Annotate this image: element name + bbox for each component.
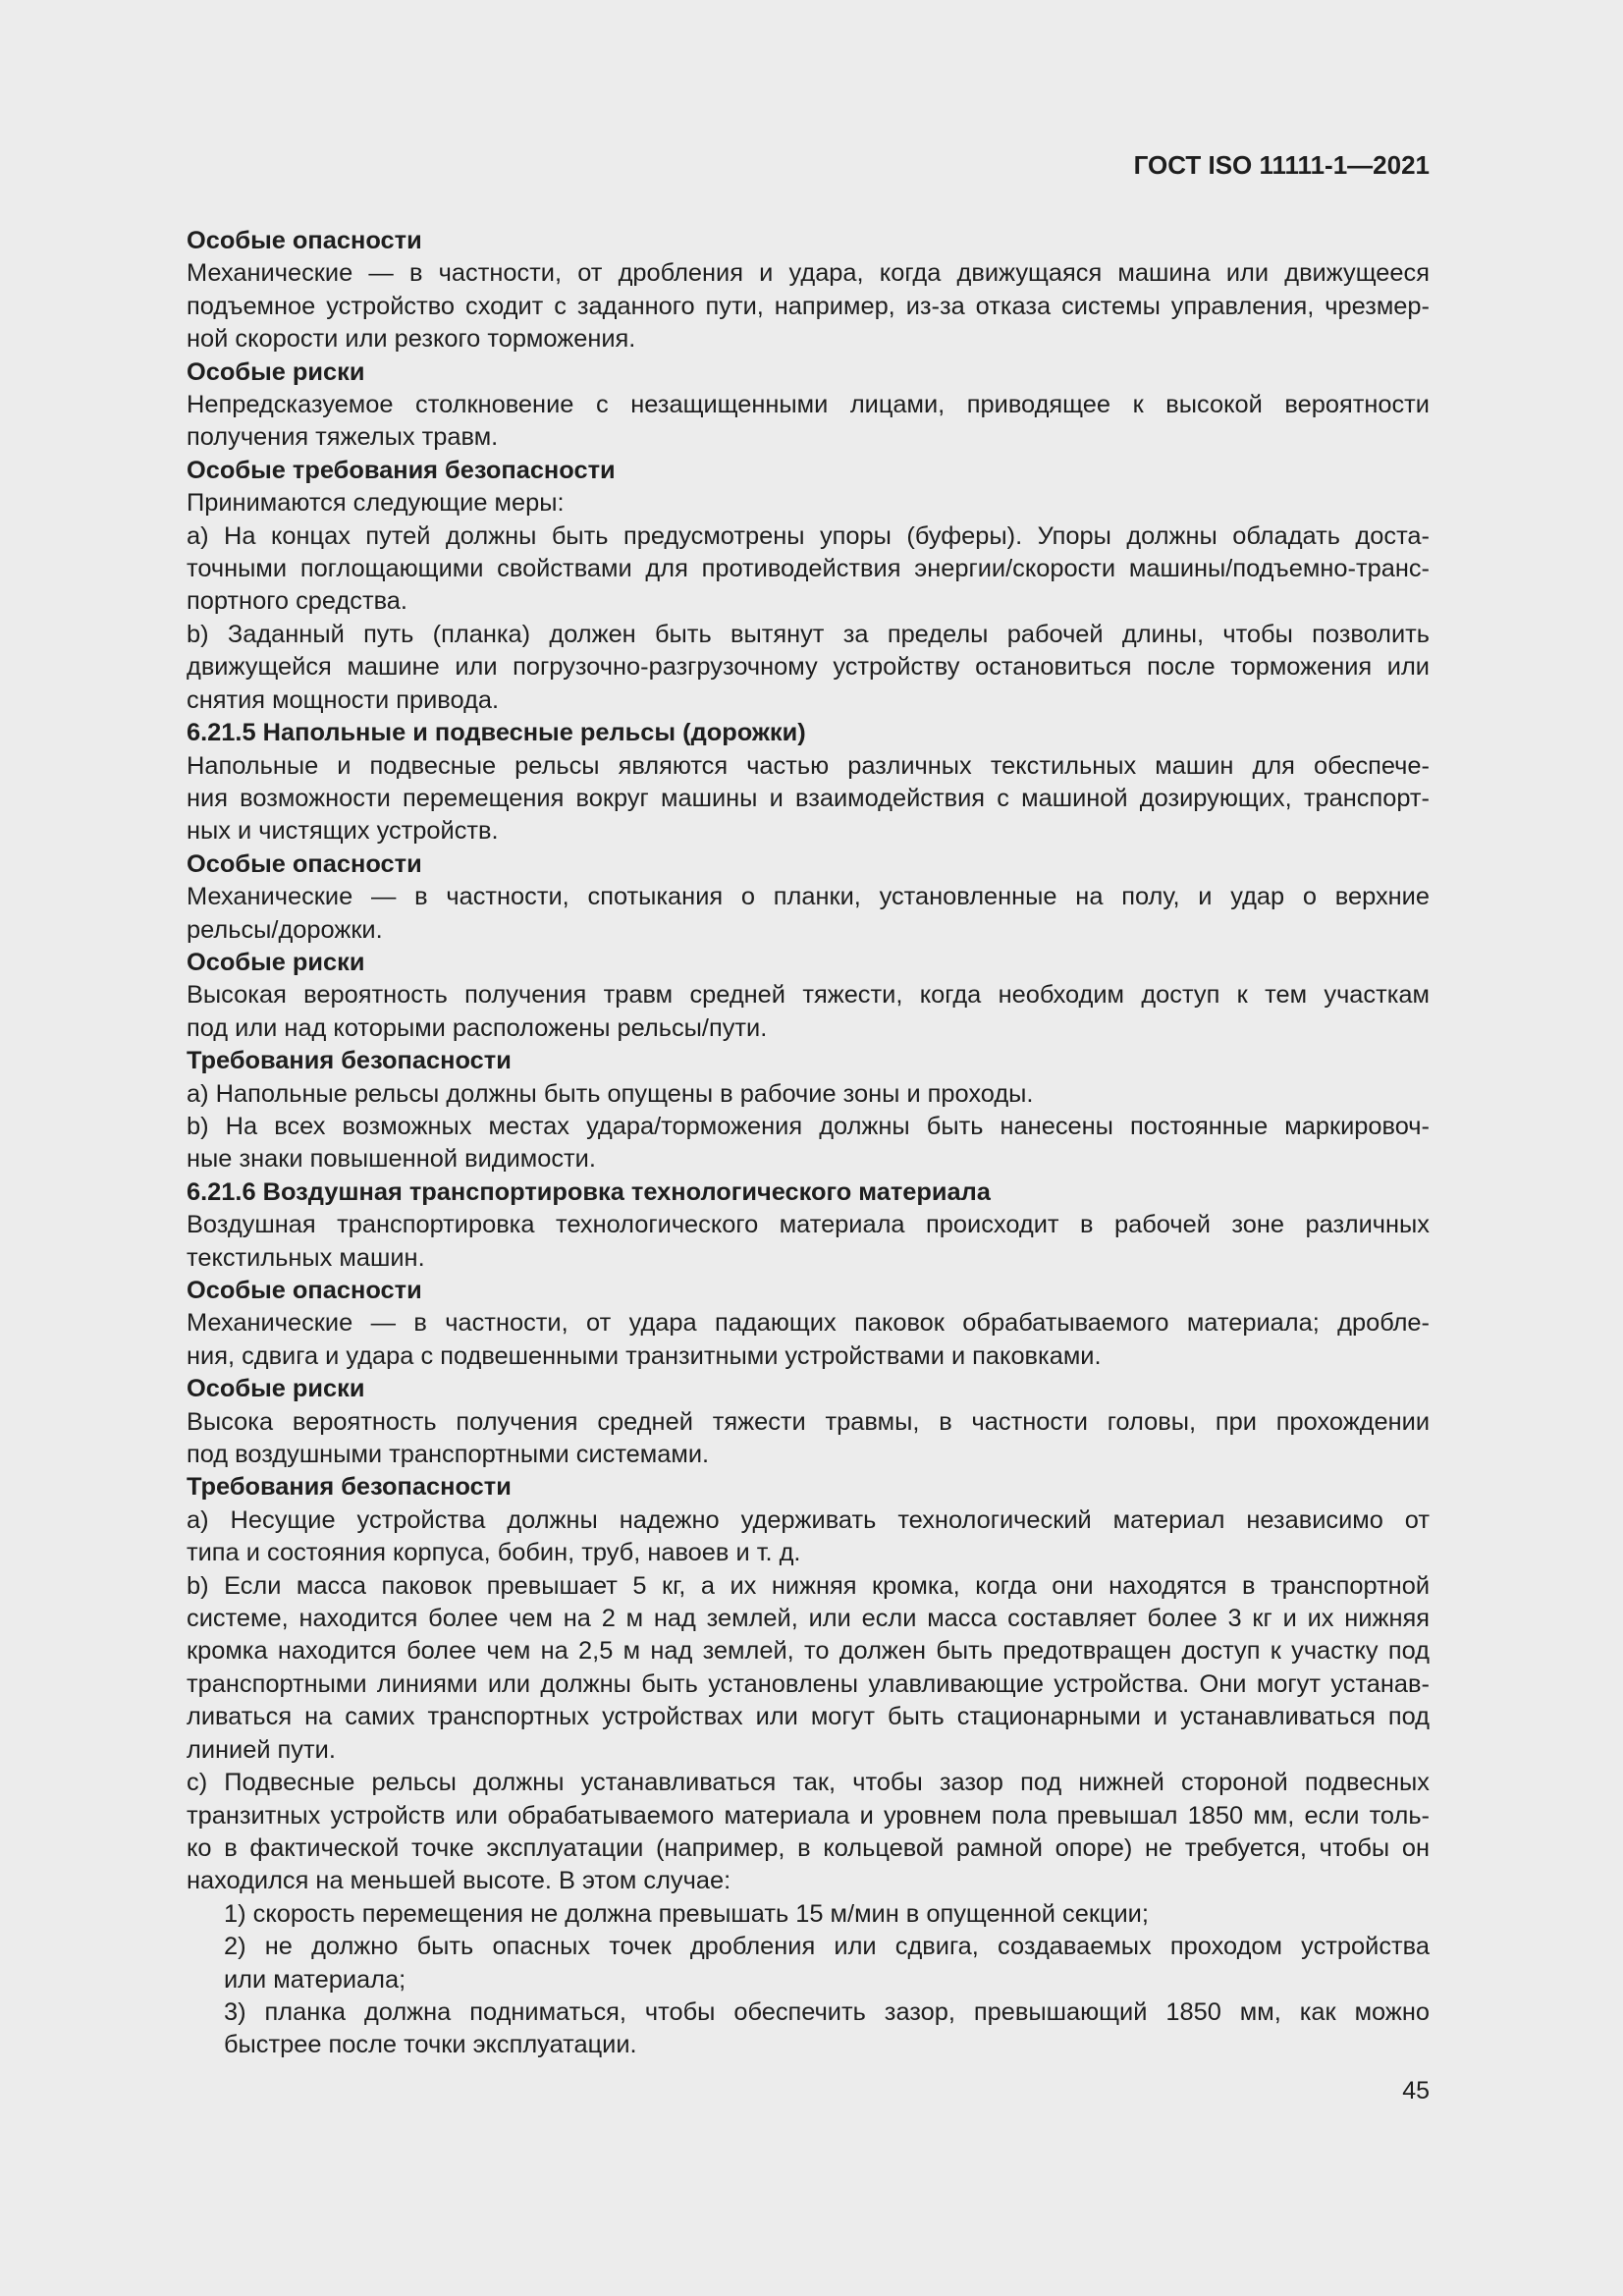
paragraph: Напольные и подвесные рельсы являются частью различных текстильных машин для обеспече- ния возможности перемещения вокруг машины и взаимодействия с машиной дозирующих, транспорт- ных и чистящих устройств. [187, 751, 1430, 846]
section-heading-hazards-3: Особые опасности [187, 1277, 422, 1304]
page-body [116, 225, 1430, 2062]
paragraph: Высока вероятность получения средней тяжести травмы, в частности головы, при прохождении под воздушными транспортными системами. [187, 1407, 1430, 1469]
section-heading-risks-2: Особые риски [187, 948, 365, 976]
paragraph: Принимаются следующие меры: [187, 489, 565, 518]
list-item-a: a) Напольные рельсы должны быть опущены в рабочие зоны и проходы. [187, 1079, 1034, 1108]
page-number: 45 [1402, 2077, 1430, 2105]
section-heading-risks-1: Особые риски [187, 357, 365, 386]
paragraph: Механические — в частности, от удара падающих паковок обрабатываемого материала; дробле- ния, сдвига и удара с подвешенными транзитными устройствами и паковками. [187, 1309, 1430, 1370]
section-heading-hazards-1: Особые опасности [187, 227, 422, 254]
paragraph: Непредсказуемое столкновение с незащищенными лицами, приводящее к высокой вероятности получения тяжелых травм. [187, 391, 1430, 452]
document-header: ГОСТ ISO 11111-1—2021 [1133, 150, 1430, 180]
list-item-b: b) Заданный путь (планка) должен быть вытянут за пределы рабочей длины, чтобы позволить движущейся машине или погрузочно-разгрузочному устройству остановиться после торможения или снятия мощности привода. [187, 620, 1430, 714]
section-heading-risks-3: Особые риски [187, 1375, 365, 1403]
sublist-item-1: 1) скорость перемещения не должна превышать 15 м/мин в опущенной секции; [224, 1899, 1149, 1928]
paragraph: Механические — в частности, спотыкания о планки, установленные на полу, и удар о верхние рельсы/дорожки. [187, 883, 1430, 944]
list-item-a: a) На концах путей должны быть предусмотрены упоры (буферы). Упоры должны обладать доста- точными поглощающими свойствами для противодействия энергии/скорости машины/подъемно-транс- портного средства. [187, 521, 1430, 616]
section-heading-safety-requirements-1: Особые требования безопасности [187, 456, 616, 484]
section-heading-safety-requirements-3: Требования безопасности [187, 1473, 512, 1502]
list-item-c: c) Подвесные рельсы должны устанавливаться так, чтобы зазор под нижней стороной подвесных транзитных устройств или обрабатываемого материала и уровнем пола превышал 1850 мм, если толь- ко в фактической точке эксплуатации (например, в кольцевой рамной опоре) не требуется, чтобы он находился на меньшей высоте. В этом случае: [187, 1769, 1430, 1895]
section-heading-safety-requirements-2: Требования безопасности [187, 1047, 512, 1075]
sublist-item-2: 2) не должно быть опасных точек дробления или сдвига, создаваемых проходом устройства или материала; [224, 1933, 1430, 1994]
list-item-b: b) На всех возможных местах удара/торможения должны быть нанесены постоянные маркировоч- ные знаки повышенной видимости. [187, 1112, 1430, 1174]
list-item-b: b) Если масса паковок превышает 5 кг, а их нижняя кромка, когда они находятся в транспортной системе, находится более чем на 2 м над землей, или если масса составляет более 3 кг и их нижняя кромка находится более чем на 2,5 м над землей, то должен быть предотвращен доступ к участку под транспортными линиями или должны быть установлены улавливающие устройства. Они могут устанав- ливаться на самих транспортных устройствах или могут быть стационарными и устанавливаться под линией пути. [187, 1571, 1430, 1764]
paragraph: Механические — в частности, от дробления и удара, когда движущаяся машина или движущееся подъемное устройство сходит с заданного пути, например, из-за отказа системы управления, чрезмер- ной скорости или резкого торможения. [187, 259, 1430, 354]
section-heading-hazards-2: Особые опасности [187, 849, 422, 878]
paragraph: Высокая вероятность получения травм средней тяжести, когда необходим доступ к тем участкам под или над которыми расположены рельсы/пути. [187, 981, 1430, 1042]
section-heading-6-21-6: 6.21.6 Воздушная транспортировка технологического материала [187, 1177, 991, 1206]
section-heading-6-21-5: 6.21.5 Напольные и подвесные рельсы (дорожки) [187, 719, 806, 747]
list-item-a: a) Несущие устройства должны надежно удерживать технологический материал независимо от типа и состояния корпуса, бобин, труб, навоев и т. д. [187, 1505, 1430, 1567]
paragraph: Воздушная транспортировка технологического материала происходит в рабочей зоне различных текстильных машин. [187, 1211, 1430, 1272]
sublist-item-3: 3) планка должна подниматься, чтобы обеспечить зазор, превышающий 1850 мм, как можно быстрее после точки эксплуатации. [224, 1997, 1430, 2059]
